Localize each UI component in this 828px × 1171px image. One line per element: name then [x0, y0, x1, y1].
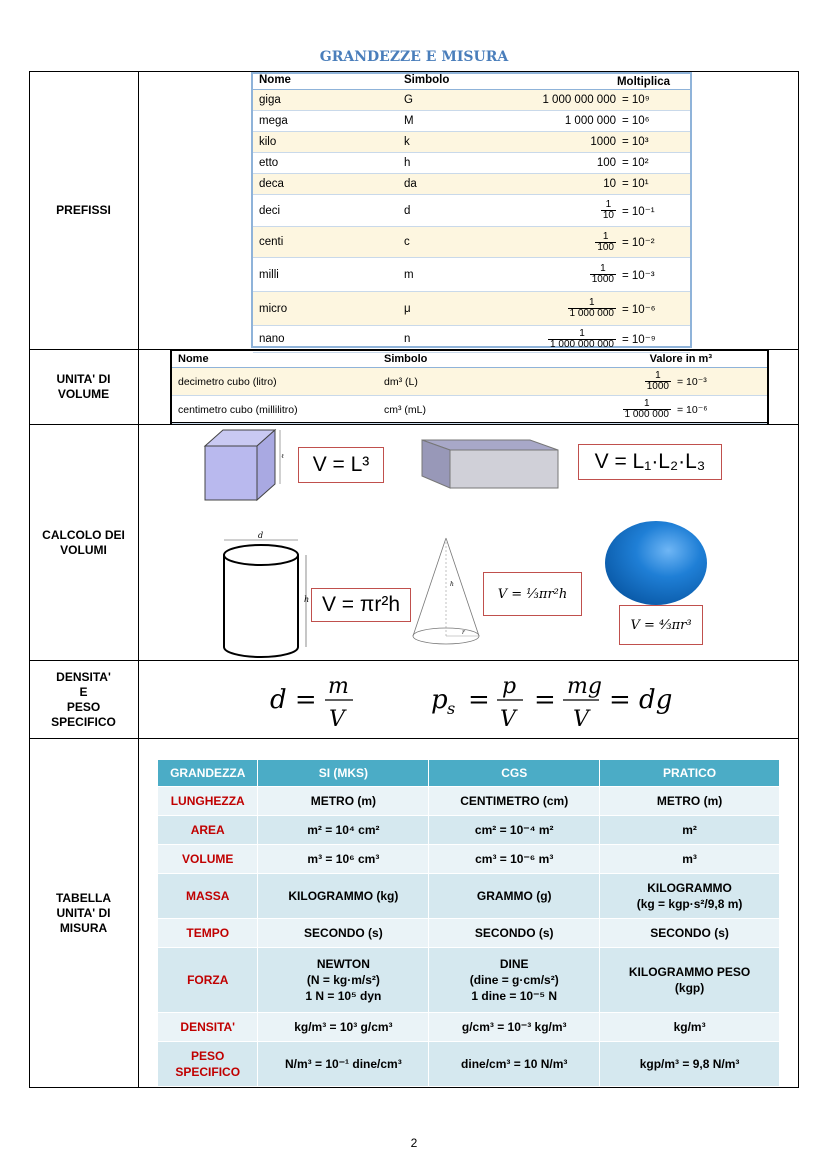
prefix-value: 100	[596, 157, 616, 169]
prefix-symbol: m	[404, 268, 414, 281]
units-row	[158, 1013, 780, 1042]
units-row	[158, 816, 780, 845]
sphere-diagram	[603, 520, 709, 606]
units-quantity: MASSA	[158, 874, 258, 919]
prefix-name: deci	[259, 204, 281, 217]
box-formula-box	[578, 444, 722, 480]
volume-symbol: dm³ (L)	[384, 375, 418, 388]
volume-name: centimetro cubo (millilitro)	[178, 403, 298, 416]
page-title: GRANDEZZE E MISURA	[319, 49, 509, 65]
row-label-unita-volume: UNITA' DI VOLUME	[56, 372, 111, 401]
volume-name: decimetro cubo (litro)	[178, 375, 277, 388]
row-label-densita: DENSITA' E PESO SPECIFICO	[51, 669, 116, 729]
fraction-numerator: 1	[643, 398, 650, 409]
units-pratico: m²	[600, 816, 780, 845]
fraction-numerator: 1	[605, 199, 612, 210]
units-si: N/m³ = 10⁻¹ dine/cm³	[258, 1042, 429, 1087]
cylinder-diagram	[216, 530, 314, 660]
prefix-name: nano	[259, 333, 285, 345]
header-simbolo: Simbolo	[384, 353, 428, 365]
prefix-row	[253, 195, 690, 227]
svg-text:p: p	[431, 685, 448, 715]
column-divider	[138, 71, 139, 1088]
density-formulas	[139, 660, 799, 738]
sphere-formula: V = ⁴⁄₃πr³	[630, 617, 692, 633]
row-label-tabella: TABELLA UNITA' DI MISURA	[55, 891, 112, 935]
prefixes-header	[253, 74, 690, 90]
cube-formula-box	[298, 447, 384, 483]
volume-value	[534, 371, 767, 392]
svg-text:s: s	[447, 699, 456, 718]
svg-text:p: p	[502, 674, 517, 699]
cylinder-formula: V = πr²h	[321, 593, 401, 616]
volume-units-table	[170, 349, 769, 424]
fraction-numerator: 1	[655, 370, 661, 381]
header-nome: Nome	[259, 74, 291, 86]
units-row	[158, 919, 780, 948]
svg-text:V: V	[573, 707, 589, 732]
header-valore: Valore in m³	[649, 353, 712, 365]
header-si: SI (MKS)	[258, 760, 429, 787]
volume-power: = 10⁻⁶	[677, 403, 708, 416]
prefix-multiplier	[514, 298, 690, 319]
units-pratico: METRO (m)	[600, 787, 780, 816]
fraction-denominator: 1 000 000	[569, 308, 614, 319]
prefix-power: = 10³	[622, 136, 649, 148]
prefix-name: centi	[259, 236, 284, 248]
prefix-value: 1 000 000 000	[542, 94, 616, 106]
prefix-power: = 10⁻¹	[622, 205, 655, 218]
row-divider	[29, 424, 799, 425]
row-label-prefissi: PREFISSI	[56, 203, 111, 217]
units-row	[158, 948, 780, 1013]
prefix-name: kilo	[259, 136, 277, 148]
row-label-calcolo: CALCOLO DEI VOLUMI	[42, 527, 125, 557]
fraction-denominator: 10	[602, 210, 614, 221]
fraction-denominator: 1 000 000	[624, 409, 669, 420]
box-formula: V = L₁·L₂·L₃	[594, 450, 706, 473]
units-si: kg/m³ = 10³ g/cm³	[258, 1013, 429, 1042]
units-si: METRO (m)	[258, 787, 429, 816]
units-row	[158, 787, 780, 816]
volume-row	[172, 396, 767, 424]
prefix-symbol: h	[404, 157, 411, 169]
cone-formula: V = ⅓πr²h	[497, 586, 568, 602]
prefix-power: = 10⁻⁶	[622, 303, 656, 316]
units-si: m² = 10⁴ cm²	[258, 816, 429, 845]
fraction-numerator: 1	[602, 230, 609, 242]
cube-formula: V = L³	[312, 453, 370, 476]
svg-text:V: V	[329, 707, 345, 732]
prefix-multiplier	[514, 232, 690, 253]
prefix-name: giga	[259, 94, 281, 106]
header-cgs: CGS	[429, 760, 600, 787]
prefix-power: = 10⁶	[622, 115, 650, 127]
prefix-name: mega	[259, 115, 288, 127]
prefix-value: 10	[603, 178, 616, 190]
prefix-name: etto	[259, 157, 279, 169]
units-pratico: SECONDO (s)	[600, 919, 780, 948]
prefix-symbol: M	[404, 115, 414, 127]
prefix-multiplier	[514, 157, 690, 169]
prefix-multiplier	[514, 94, 690, 106]
fraction-denominator: 1000	[646, 381, 669, 392]
svg-text:V: V	[500, 707, 516, 732]
prefix-symbol: c	[404, 236, 410, 248]
prefix-multiplier	[514, 200, 690, 221]
units-quantity: TEMPO	[158, 919, 258, 948]
prefix-power: = 10⁹	[622, 94, 650, 106]
prefix-value: 1000	[590, 136, 616, 148]
units-cgs: GRAMMO (g)	[429, 874, 600, 919]
svg-text:mg: mg	[567, 674, 602, 699]
header-grandezza: GRANDEZZA	[158, 760, 258, 787]
svg-text:= dg: = dg	[609, 685, 673, 715]
units-pratico: KILOGRAMMO PESO (kgp)	[600, 948, 780, 1013]
prefix-row	[253, 174, 690, 195]
fraction-denominator: 1000	[591, 274, 614, 285]
units-quantity: PESO SPECIFICO	[158, 1042, 258, 1087]
prefixes-table	[251, 72, 692, 348]
units-cgs: SECONDO (s)	[429, 919, 600, 948]
units-quantity: DENSITA'	[158, 1013, 258, 1042]
prefix-row	[253, 258, 690, 292]
prefix-multiplier	[514, 136, 690, 148]
fraction-numerator: 1	[579, 327, 585, 339]
units-row	[158, 874, 780, 919]
prefix-multiplier	[514, 264, 690, 285]
cylinder-dim-h: h	[304, 595, 310, 604]
volume-power: = 10⁻³	[677, 375, 707, 388]
header-moltiplica: Moltiplica	[616, 75, 670, 88]
units-cgs: dine/cm³ = 10 N/m³	[429, 1042, 600, 1087]
volume-row	[172, 368, 767, 396]
units-cgs: cm² = 10⁻⁴ m²	[429, 816, 600, 845]
header-pratico: PRATICO	[600, 760, 780, 787]
units-si: NEWTON (N = kg·m/s²) 1 N = 10⁵ dyn	[258, 948, 429, 1013]
fraction-denominator: 1 000 000 000	[550, 338, 614, 350]
cone-formula-box	[483, 572, 582, 616]
prefix-value: 1 000 000	[564, 115, 616, 127]
prefix-symbol: da	[404, 178, 417, 190]
prefix-row	[253, 90, 690, 111]
prefix-power: = 10¹	[622, 178, 649, 190]
units-pratico: kgp/m³ = 9,8 N/m³	[600, 1042, 780, 1087]
page-number: 2	[410, 1136, 418, 1150]
prefix-row	[253, 292, 690, 326]
sphere-formula-box	[619, 605, 703, 645]
fraction-numerator: 1	[588, 297, 595, 308]
prefix-name: micro	[259, 302, 288, 315]
units-si: KILOGRAMMO (kg)	[258, 874, 429, 919]
prefix-symbol: n	[404, 333, 411, 345]
fraction-denominator: 100	[597, 241, 614, 253]
fraction	[623, 399, 672, 420]
units-pratico: m³	[600, 845, 780, 874]
prefix-multiplier	[514, 178, 690, 190]
prefix-name: milli	[259, 268, 279, 281]
units-table	[158, 760, 780, 1086]
units-row	[158, 1042, 780, 1087]
row-divider	[29, 738, 799, 739]
units-row	[158, 845, 780, 874]
fraction	[568, 298, 617, 319]
box-diagram	[418, 436, 563, 492]
units-cgs: g/cm³ = 10⁻³ kg/m³	[429, 1013, 600, 1042]
volume-symbol: cm³ (mL)	[384, 403, 426, 416]
svg-text:m: m	[328, 674, 349, 699]
fraction	[601, 200, 616, 221]
volume-header	[172, 351, 767, 368]
prefix-symbol: d	[404, 204, 411, 217]
prefix-row	[253, 111, 690, 132]
header-simbolo: Simbolo	[404, 74, 450, 86]
volume-value	[534, 399, 767, 420]
units-quantity: VOLUME	[158, 845, 258, 874]
units-quantity: AREA	[158, 816, 258, 845]
fraction	[590, 264, 616, 285]
prefix-multiplier	[514, 115, 690, 127]
units-cgs: DINE (dine = g·cm/s²) 1 dine = 10⁻⁵ N	[429, 948, 600, 1013]
prefix-symbol: μ	[404, 302, 411, 315]
header-nome: Nome	[178, 353, 209, 365]
cube-dim-label: ℓ	[281, 453, 284, 460]
fraction-numerator: 1	[600, 263, 606, 274]
units-pratico: KILOGRAMMO (kg = kgp·s²/9,8 m)	[600, 874, 780, 919]
cone-diagram	[410, 536, 484, 650]
units-quantity: FORZA	[158, 948, 258, 1013]
cylinder-formula-box	[311, 588, 411, 622]
svg-text:d =: d =	[270, 685, 317, 715]
prefix-power: = 10⁻²	[622, 237, 655, 249]
fraction	[645, 371, 671, 392]
units-quantity: LUNGHEZZA	[158, 787, 258, 816]
cone-dim-h: h	[450, 581, 454, 588]
cube-diagram	[195, 428, 295, 506]
prefix-power: = 10⁻⁹	[622, 334, 656, 346]
units-cgs: CENTIMETRO (cm)	[429, 787, 600, 816]
units-si: m³ = 10⁶ cm³	[258, 845, 429, 874]
fraction	[595, 232, 616, 253]
prefix-multiplier	[514, 329, 690, 350]
units-pratico: kg/m³	[600, 1013, 780, 1042]
cone-dim-r: r	[462, 629, 465, 636]
prefix-row	[253, 227, 690, 258]
fraction	[548, 329, 616, 350]
units-si: SECONDO (s)	[258, 919, 429, 948]
svg-text:=: =	[534, 685, 556, 715]
svg-text:=: =	[468, 685, 490, 715]
prefix-row	[253, 132, 690, 153]
prefix-row	[253, 153, 690, 174]
units-cgs: cm³ = 10⁻⁶ m³	[429, 845, 600, 874]
prefix-power: = 10²	[622, 157, 649, 169]
prefix-symbol: G	[404, 94, 413, 106]
prefix-name: deca	[259, 178, 284, 190]
cylinder-dim-d: d	[258, 531, 264, 540]
prefix-power: = 10⁻³	[622, 269, 655, 282]
prefix-symbol: k	[404, 136, 410, 148]
